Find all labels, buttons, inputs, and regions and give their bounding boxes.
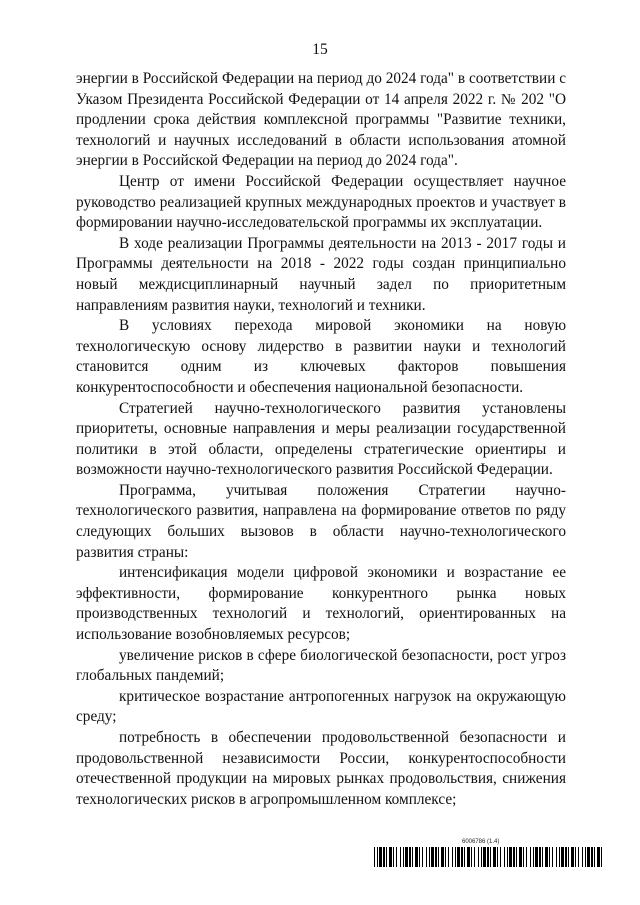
paragraph-challenges-intro: Программа, учитывая положения Стратегии научно-технологического развития, направлена на формирование ответов по ряду следующих больших вызовов в области научно-технологического развития страны: [76,481,566,561]
paragraph-economy-transition: В условиях перехода мировой экономики на новую технологическую основу лидерство в развитии науки и технологий становится одним из ключевых факторов повышения конкурентоспособности и обеспечения национальной безопасности. [76,317,566,396]
page-number: 15 [312,41,328,58]
paragraph-center-role: Центр от имени Российской Федерации осуществляет научное руководство реализацией крупных международных проектов и участвует в формировании научно-исследовательской программы их эксплуатации. [76,172,566,232]
paragraph-program-results: В ходе реализации Программы деятельности на 2013 - 2017 годы и Программы деятельности на 2018 - 2022 годы создан принципиально новый междисциплинарный научный задел по приоритетным направлениям развития науки, технологий и техники. [76,234,566,314]
list-item-anthropogenic-load: критическое возрастание антропогенных нагрузок на окружающую среду; [76,687,566,726]
list-item-food-security: потребность в обеспечении продовольственной безопасности и продовольственной независимости России, конкурентоспособности отечественной продукции на мировых рынках продовольствия, снижения технологических рисков в агропромышленном комплексе; [76,729,566,808]
paragraph-strategy: Стратегией научно-технологического развития установлены приоритеты, основные направления и меры реализации государственной политики в этой области, определены стратегические ориентиры и возможности научно-технологического развития Российской Федерации. [76,399,566,479]
barcode [374,847,604,867]
list-item-digital-economy: интенсификация модели цифровой экономики и возрастание ее эффективности, формирование конкурентного рынка новых производственных технологий и технологий, ориентированных на использование возобновляемых ресурсов; [76,564,566,644]
document-body [76,69,566,810]
document-code: 6006786 (1.4) [462,839,500,845]
paragraph-continuation: энергии в Российской Федерации на период до 2024 года" в соответствии с Указом Президента Российской Федерации от 14 апреля 2022 г. № 202 "О продлении срока действия комплексной программы "Развитие техники, технологий и научных исследований в области использования атомной энергии в Российской Федерации на период до 2024 года". [76,70,566,170]
list-item-biosecurity: увеличение рисков в сфере биологической безопасности, рост угроз глобальных пандемий; [76,646,566,685]
